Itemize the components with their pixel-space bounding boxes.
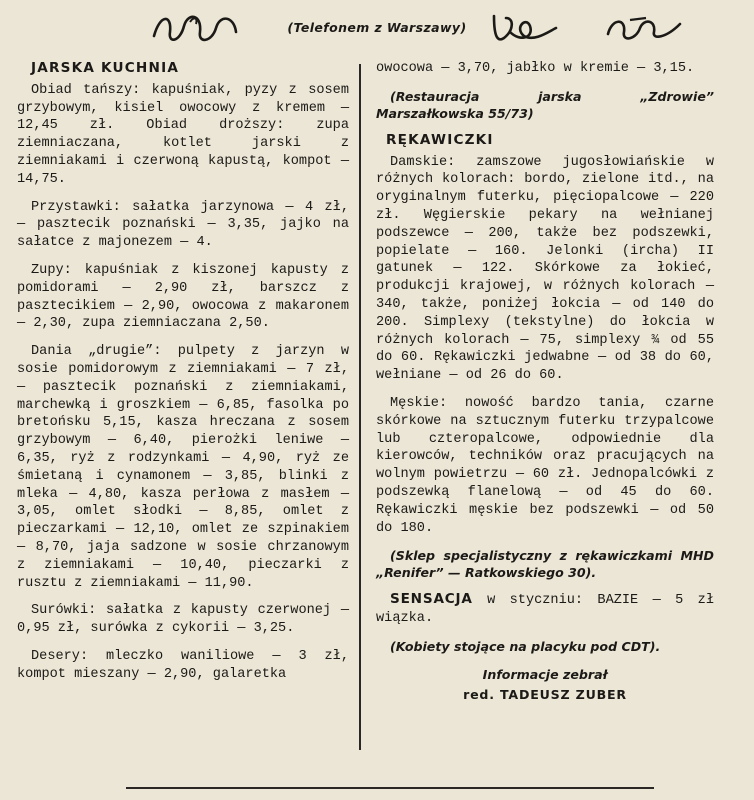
- paragraph-obiad: Obiad tańszy: kapuśniak, pyzy z sosem grzybowym, kisiel owocowy z kremem — 12,45 zł. Obiad droższy: zupa ziemniaczana, kotlet jarski z ziemniakami i czerwoną kapustą, kompot — 14,75.: [17, 82, 349, 187]
- paragraph-desery: Desery: mleczko waniliowe — 3 zł, kompot mieszany — 2,90, galaretka: [17, 648, 349, 682]
- credit: [376, 665, 714, 705]
- left-column: [17, 60, 349, 694]
- source-restaurant: (Restauracja jarska „Zdrowie” Marszałkowska 55/73): [376, 88, 714, 121]
- section-heading-rekawiczki: RĘKAWICZKI: [386, 131, 494, 148]
- column-divider: [359, 64, 361, 750]
- paragraph-zupy: Zupy: kapuśniak z kiszonej kapusty z pomidorami — 2,90 zł, barszcz z pasztecikiem — 2,90, owocowa z makaronem — 2,30, zupa ziemniaczana 2,50.: [17, 262, 349, 332]
- paragraph-desery-continued: owocowa — 3,70, jabłko w kremie — 3,15.: [376, 61, 695, 76]
- credit-author: red. TADEUSZ ZUBER: [463, 686, 627, 702]
- subtitle: (Telefonem z Warszawy): [287, 20, 467, 35]
- source-street: (Kobiety stojące na placyku pod CDT).: [390, 638, 661, 654]
- paragraph-meskie: Męskie: nowość bardzo tania, czarne skórkowe na sztucznym futerku trzypalcowe lub czteropalcowe, odpowiednie dla kierowców, techników oraz pracujących na wolnym powietrzu — 60 zł. Jednopalcówki z podszewką flanelową — od 45 do 60. Rękawiczki męskie bez podszewki — od 50 do 180.: [376, 395, 714, 536]
- source-shop: (Sklep specjalistyczny z rękawiczkami MHD „Renifer” — Ratkowskiego 30).: [376, 548, 714, 581]
- sensation-text: w styczniu: BAZIE — 5 zł wiązka.: [376, 593, 714, 627]
- paragraph-surowki: Surówki: sałatka z kapusty czerwonej — 0,95 zł, surówka z cykorii — 3,25.: [17, 603, 349, 637]
- header: [0, 8, 754, 48]
- right-column: [376, 60, 714, 705]
- paragraph-przystawki: Przystawki: sałatka jarzynowa — 4 zł, — pasztecik poznański — 3,35, jajko na sałatce z majonezem — 4.: [17, 199, 349, 251]
- sensation-label: SENSACJA: [390, 591, 473, 608]
- paragraph-dania-drugie: Dania „drugie”: pulpety z jarzyn w sosie pomidorowym z ziemniakami — 7 zł, — pasztecik poznański z ziemniakami, marchewką i groszkiem — 6,85, fasolka po bretońsku 5,15, kasza hreczana z sosem grzybowym — 6,40, pierożki leniwe — 6,35, ryż z rodzynkami — 4,90, ryż ze śmietaną i cynamonem — 3,85, blinki z mleka — 4,80, kasza perłowa z masłem — 3,05, omlet słodki — 8,85, omlet z pieczarkami — 12,10, omlet ze szpinakiem — 8,70, jaja sadzone w sosie chrzanowym z ziemniakami — 10,40, pieczarki z rusztu z ziemniakami — 11,90.: [17, 344, 349, 591]
- credit-line: Informacje zebrał: [482, 666, 608, 682]
- paragraph-damskie: Damskie: zamszowe jugosłowiańskie w różnych kolorach: bordo, zielone itd., na oryginalnym futerku, pięciopalcowe — 220 zł. Węgierskie pekary na wełnianej podszewce — 200, także bez podszewki, popielate — 160. Jelonki (ircha) II gatunek — 122. Skórkowe za łokieć, produkcji krajowej, w różnych kolorach — 340, także, poniżej łokcia — od 140 do 200. Simplexy (tekstylne) do łokcia w różnych kolorach — 75, simplexy ¾ od 55 do 60. Rękawiczki jedwabne — od 38 do 60, wełniane — od 26 do 60.: [376, 154, 714, 384]
- section-heading-jarska-kuchnia: JARSKA KUCHNIA: [31, 60, 180, 76]
- paragraph-sensacja: [376, 591, 714, 628]
- handwritten-title-ornament-right: [490, 8, 686, 48]
- bottom-rule: [126, 787, 654, 789]
